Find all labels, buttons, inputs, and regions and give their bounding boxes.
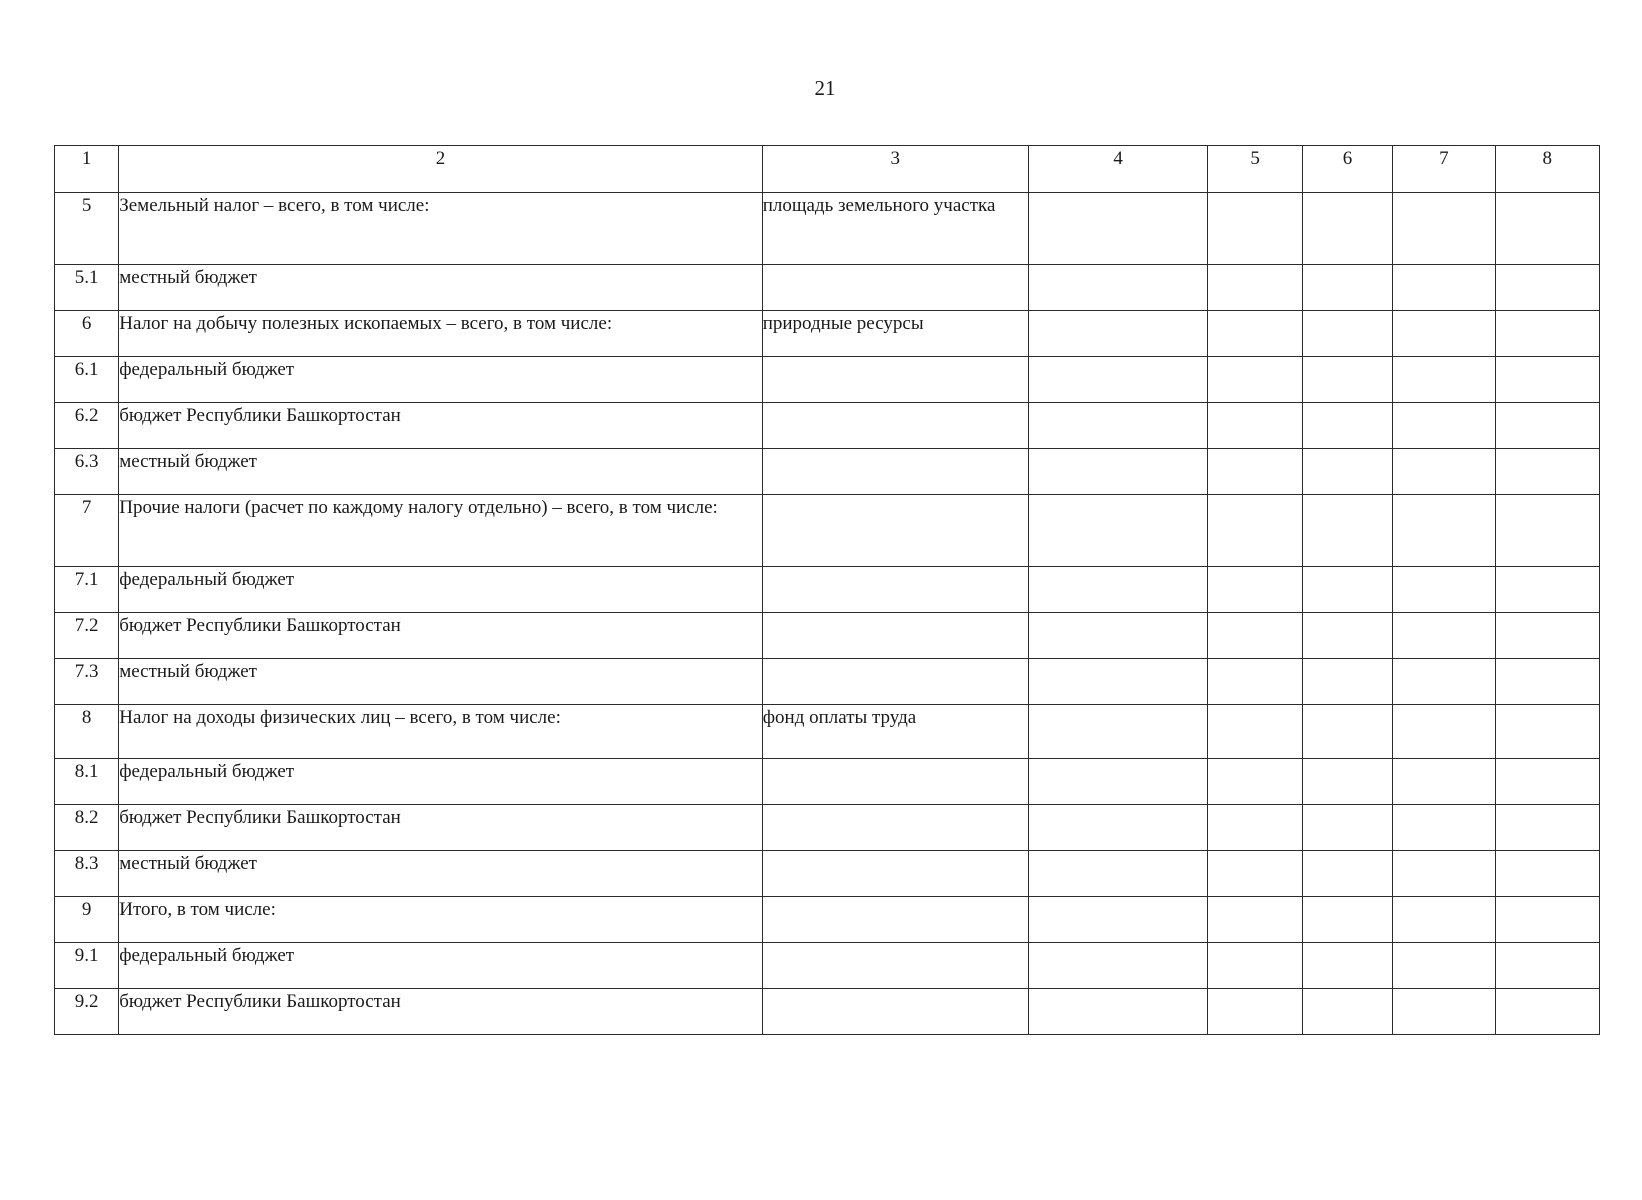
empty-cell [1393,357,1495,403]
row-number: 7 [55,495,119,567]
empty-cell [1028,357,1208,403]
empty-cell [1495,989,1599,1035]
empty-cell [1028,567,1208,613]
row-number: 8.1 [55,759,119,805]
table-header-row [55,146,1600,193]
table-row [55,897,1600,943]
empty-cell [1302,943,1392,989]
row-name: местный бюджет [119,449,762,495]
empty-cell [1393,567,1495,613]
empty-cell [1028,759,1208,805]
empty-cell [1208,265,1302,311]
row-number: 9.1 [55,943,119,989]
table-row [55,705,1600,759]
empty-cell [1495,897,1599,943]
empty-cell [1208,495,1302,567]
empty-cell [1028,989,1208,1035]
row-number: 7.1 [55,567,119,613]
empty-cell [1208,759,1302,805]
row-number: 6.1 [55,357,119,403]
empty-cell [1302,567,1392,613]
row-base [762,265,1028,311]
empty-cell [1302,805,1392,851]
empty-cell [1393,943,1495,989]
row-number: 9 [55,897,119,943]
empty-cell [1028,613,1208,659]
empty-cell [1208,449,1302,495]
empty-cell [1208,897,1302,943]
row-number: 6 [55,311,119,357]
empty-cell [1302,989,1392,1035]
row-name: местный бюджет [119,659,762,705]
empty-cell [1393,759,1495,805]
table-row [55,311,1600,357]
empty-cell [1393,989,1495,1035]
empty-cell [1028,403,1208,449]
empty-cell [1208,403,1302,449]
row-name: федеральный бюджет [119,759,762,805]
row-number: 8.3 [55,851,119,897]
empty-cell [1393,851,1495,897]
empty-cell [1495,357,1599,403]
row-name: Налог на доходы физических лиц – всего, в том числе: [119,705,762,759]
empty-cell [1028,705,1208,759]
table-row [55,357,1600,403]
empty-cell [1302,357,1392,403]
empty-cell [1208,805,1302,851]
table-row [55,851,1600,897]
column-header: 2 [119,146,762,193]
empty-cell [1393,449,1495,495]
table-row [55,403,1600,449]
empty-cell [1495,851,1599,897]
column-header: 1 [55,146,119,193]
empty-cell [1302,449,1392,495]
empty-cell [1028,851,1208,897]
empty-cell [1028,897,1208,943]
empty-cell [1393,403,1495,449]
column-header: 7 [1393,146,1495,193]
empty-cell [1393,495,1495,567]
empty-cell [1028,449,1208,495]
row-base [762,805,1028,851]
empty-cell [1028,943,1208,989]
empty-cell [1208,659,1302,705]
row-base [762,567,1028,613]
empty-cell [1028,805,1208,851]
row-number: 7.2 [55,613,119,659]
column-header: 4 [1028,146,1208,193]
row-number: 7.3 [55,659,119,705]
table-row [55,567,1600,613]
row-base [762,613,1028,659]
table-row [55,613,1600,659]
row-base [762,403,1028,449]
column-header: 5 [1208,146,1302,193]
empty-cell [1495,613,1599,659]
row-base [762,659,1028,705]
empty-cell [1302,311,1392,357]
row-number: 8.2 [55,805,119,851]
empty-cell [1028,265,1208,311]
row-number: 6.3 [55,449,119,495]
page-number: 21 [814,76,836,100]
empty-cell [1028,193,1208,265]
row-name: бюджет Республики Башкортостан [119,613,762,659]
tax-table [54,145,1600,1035]
empty-cell [1393,311,1495,357]
empty-cell [1208,851,1302,897]
empty-cell [1495,567,1599,613]
empty-cell [1302,403,1392,449]
empty-cell [1495,659,1599,705]
column-header: 3 [762,146,1028,193]
empty-cell [1495,759,1599,805]
table-row [55,659,1600,705]
row-number: 5.1 [55,265,119,311]
empty-cell [1302,705,1392,759]
empty-cell [1208,943,1302,989]
empty-cell [1495,449,1599,495]
row-base [762,357,1028,403]
row-base [762,943,1028,989]
empty-cell [1393,897,1495,943]
row-number: 9.2 [55,989,119,1035]
empty-cell [1393,193,1495,265]
empty-cell [1302,193,1392,265]
empty-cell [1393,659,1495,705]
column-header: 8 [1495,146,1599,193]
empty-cell [1028,311,1208,357]
table-row [55,989,1600,1035]
empty-cell [1208,989,1302,1035]
empty-cell [1302,759,1392,805]
row-base: природные ресурсы [762,311,1028,357]
empty-cell [1208,613,1302,659]
row-name: Прочие налоги (расчет по каждому налогу отдельно) – всего, в том числе: [119,495,762,567]
column-header: 6 [1302,146,1392,193]
empty-cell [1028,659,1208,705]
empty-cell [1393,613,1495,659]
row-name: федеральный бюджет [119,567,762,613]
empty-cell [1302,659,1392,705]
table-row [55,265,1600,311]
empty-cell [1302,851,1392,897]
row-base [762,495,1028,567]
empty-cell [1302,495,1392,567]
empty-cell [1208,193,1302,265]
empty-cell [1208,357,1302,403]
table-row [55,193,1600,265]
row-number: 8 [55,705,119,759]
empty-cell [1302,265,1392,311]
empty-cell [1302,613,1392,659]
row-base [762,989,1028,1035]
empty-cell [1495,943,1599,989]
row-base: площадь земельного участка [762,193,1028,265]
row-number: 5 [55,193,119,265]
row-base [762,759,1028,805]
table-row [55,759,1600,805]
empty-cell [1302,897,1392,943]
row-name: бюджет Республики Башкортостан [119,989,762,1035]
empty-cell [1495,193,1599,265]
empty-cell [1208,311,1302,357]
empty-cell [1393,805,1495,851]
row-name: Налог на добычу полезных ископаемых – всего, в том числе: [119,311,762,357]
empty-cell [1495,311,1599,357]
table-row [55,805,1600,851]
row-base [762,449,1028,495]
empty-cell [1393,265,1495,311]
row-name: федеральный бюджет [119,943,762,989]
empty-cell [1495,403,1599,449]
row-name: Итого, в том числе: [119,897,762,943]
table-row [55,943,1600,989]
empty-cell [1208,567,1302,613]
row-name: Земельный налог – всего, в том числе: [119,193,762,265]
row-name: бюджет Республики Башкортостан [119,403,762,449]
row-name: местный бюджет [119,851,762,897]
row-base [762,851,1028,897]
empty-cell [1495,495,1599,567]
row-name: бюджет Республики Башкортостан [119,805,762,851]
row-name: местный бюджет [119,265,762,311]
table-row [55,495,1600,567]
empty-cell [1495,265,1599,311]
empty-cell [1495,705,1599,759]
empty-cell [1495,805,1599,851]
row-base [762,897,1028,943]
row-name: федеральный бюджет [119,357,762,403]
empty-cell [1028,495,1208,567]
table-row [55,449,1600,495]
empty-cell [1208,705,1302,759]
row-number: 6.2 [55,403,119,449]
row-base: фонд оплаты труда [762,705,1028,759]
empty-cell [1393,705,1495,759]
